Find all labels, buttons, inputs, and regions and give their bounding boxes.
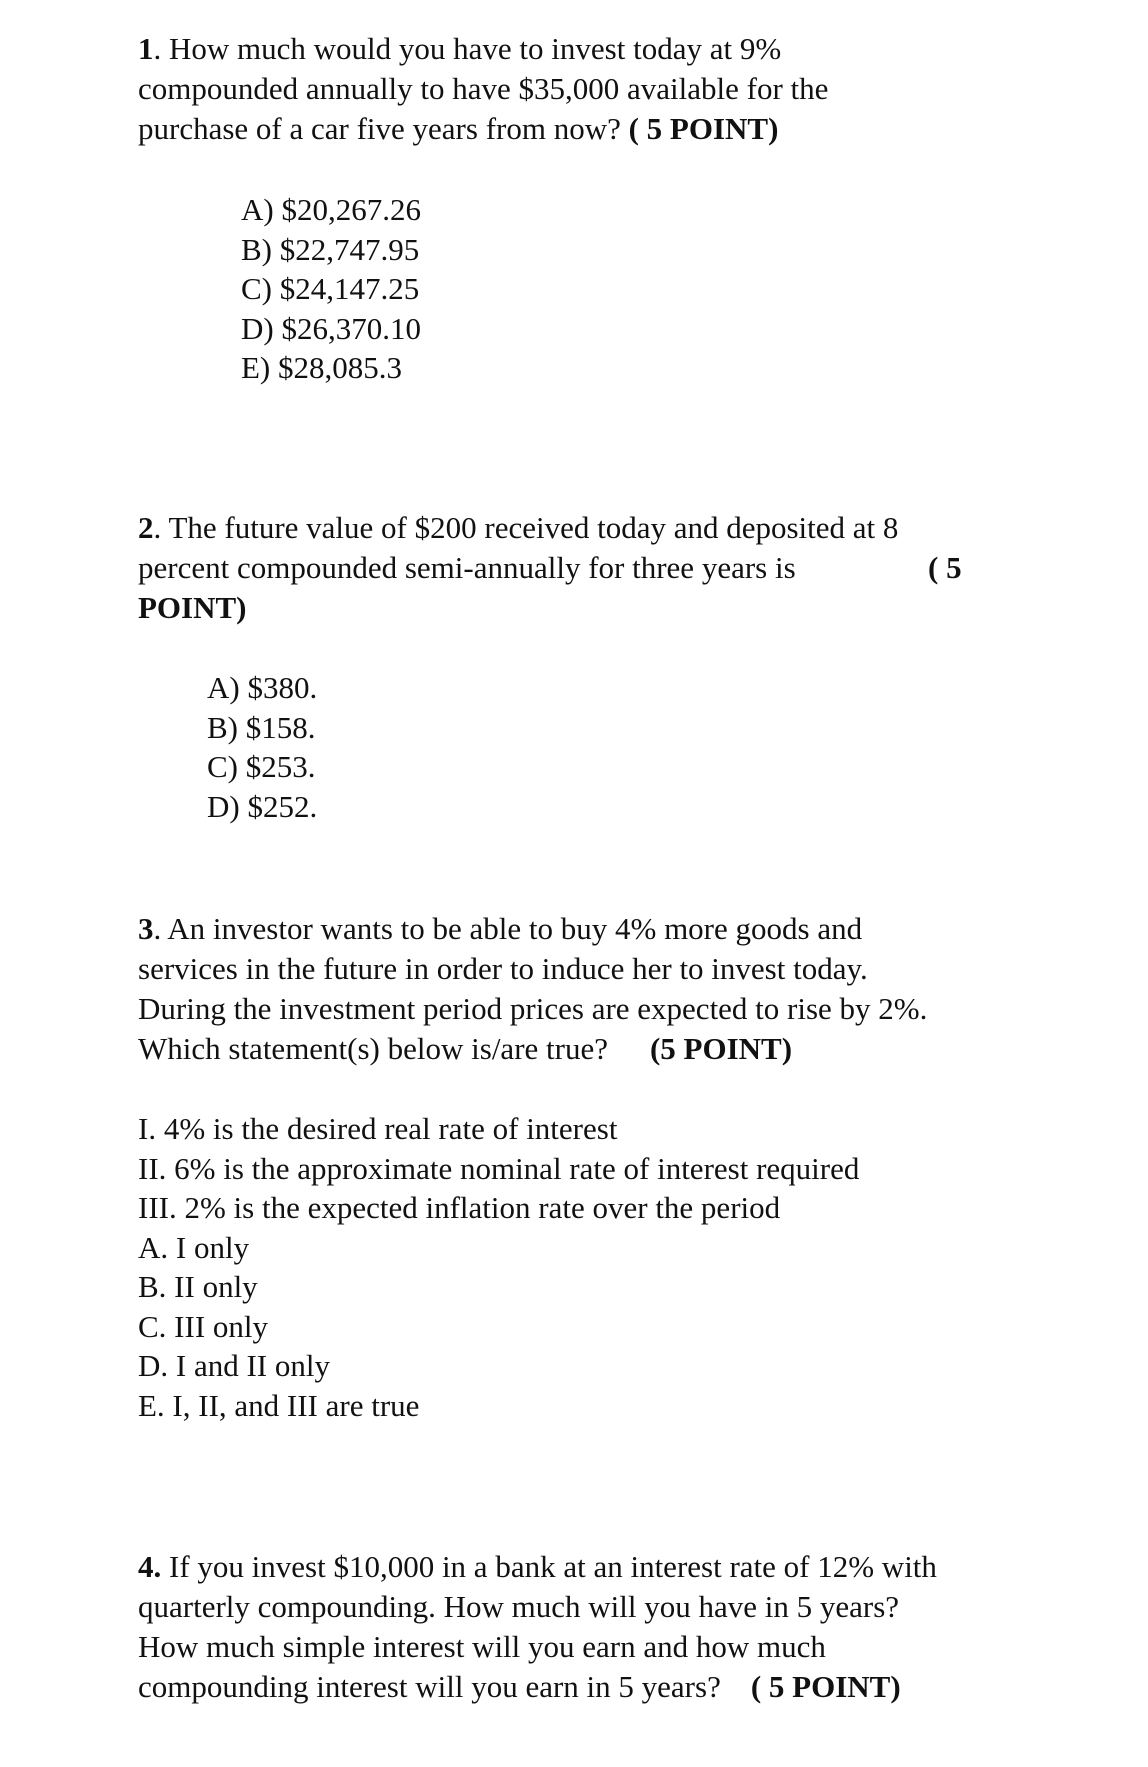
option: E. I, II, and III are true bbox=[138, 1387, 420, 1423]
statement: III. 2% is the expected inflation rate over the period bbox=[138, 1190, 781, 1225]
question-2-line-2: percent compounded semi-annually for three years is ( 5 bbox=[138, 548, 1038, 588]
question-1-options bbox=[241, 190, 421, 388]
question-3 bbox=[138, 909, 1038, 1069]
option: C. III only bbox=[138, 1308, 269, 1344]
question-2-number: 2 bbox=[138, 510, 154, 545]
question-3-points: (5 POINT) bbox=[649, 1031, 793, 1066]
question-4-points: ( 5 POINT) bbox=[750, 1669, 901, 1704]
question-3-number: 3 bbox=[138, 911, 154, 946]
question-4-line-3: How much simple interest will you earn and how much bbox=[138, 1629, 826, 1664]
statement: II. 6% is the approximate nominal rate of interest required bbox=[138, 1150, 860, 1186]
question-2 bbox=[138, 508, 1038, 628]
question-2-points-part2: POINT) bbox=[138, 590, 247, 625]
statement: I. 4% is the desired real rate of interest bbox=[138, 1111, 618, 1146]
option: D. I and II only bbox=[138, 1348, 330, 1383]
option: A) $380. bbox=[207, 670, 318, 705]
option: B) $158. bbox=[207, 709, 316, 745]
question-1-points: ( 5 POINT) bbox=[628, 111, 779, 146]
question-1-line-3: purchase of a car five years from now? ( 5 POINT) bbox=[138, 111, 779, 146]
question-1-number: 1 bbox=[138, 31, 154, 66]
question-4-line-1: 4. If you invest $10,000 in a bank at an interest rate of 12% with bbox=[138, 1549, 937, 1584]
question-4-line-4: compounding interest will you earn in 5 years? ( 5 POINT) bbox=[138, 1669, 901, 1704]
question-3-line-4: Which statement(s) below is/are true? (5 POINT) bbox=[138, 1031, 793, 1066]
question-4-line-2: quarterly compounding. How much will you have in 5 years? bbox=[138, 1589, 900, 1624]
question-2-line-1: 2. The future value of $200 received today and deposited at 8 bbox=[138, 510, 899, 545]
option: C) $24,147.25 bbox=[241, 271, 420, 306]
question-4 bbox=[138, 1547, 1038, 1707]
question-1-line-1: 1. How much would you have to invest today at 9% bbox=[138, 31, 782, 66]
question-2-options bbox=[207, 668, 317, 826]
option: E) $28,085.3 bbox=[241, 350, 403, 385]
option: B. II only bbox=[138, 1269, 258, 1304]
option: C) $253. bbox=[207, 749, 316, 784]
question-3-line-3: During the investment period prices are expected to rise by 2%. bbox=[138, 991, 928, 1026]
option: A) $20,267.26 bbox=[241, 192, 421, 227]
option: A. I only bbox=[138, 1229, 250, 1265]
option: B) $22,747.95 bbox=[241, 231, 420, 267]
question-4-number: 4. bbox=[138, 1549, 162, 1584]
option: D) $252. bbox=[207, 788, 318, 824]
question-3-statements-and-options bbox=[138, 1109, 859, 1425]
question-3-line-1: 3. An investor wants to be able to buy 4% more goods and bbox=[138, 911, 863, 946]
question-3-line-2: services in the future in order to induce her to invest today. bbox=[138, 951, 868, 986]
question-2-points-part1: ( 5 bbox=[928, 550, 962, 585]
question-1 bbox=[138, 29, 1038, 149]
question-1-line-2: compounded annually to have $35,000 available for the bbox=[138, 71, 829, 106]
option: D) $26,370.10 bbox=[241, 310, 421, 346]
